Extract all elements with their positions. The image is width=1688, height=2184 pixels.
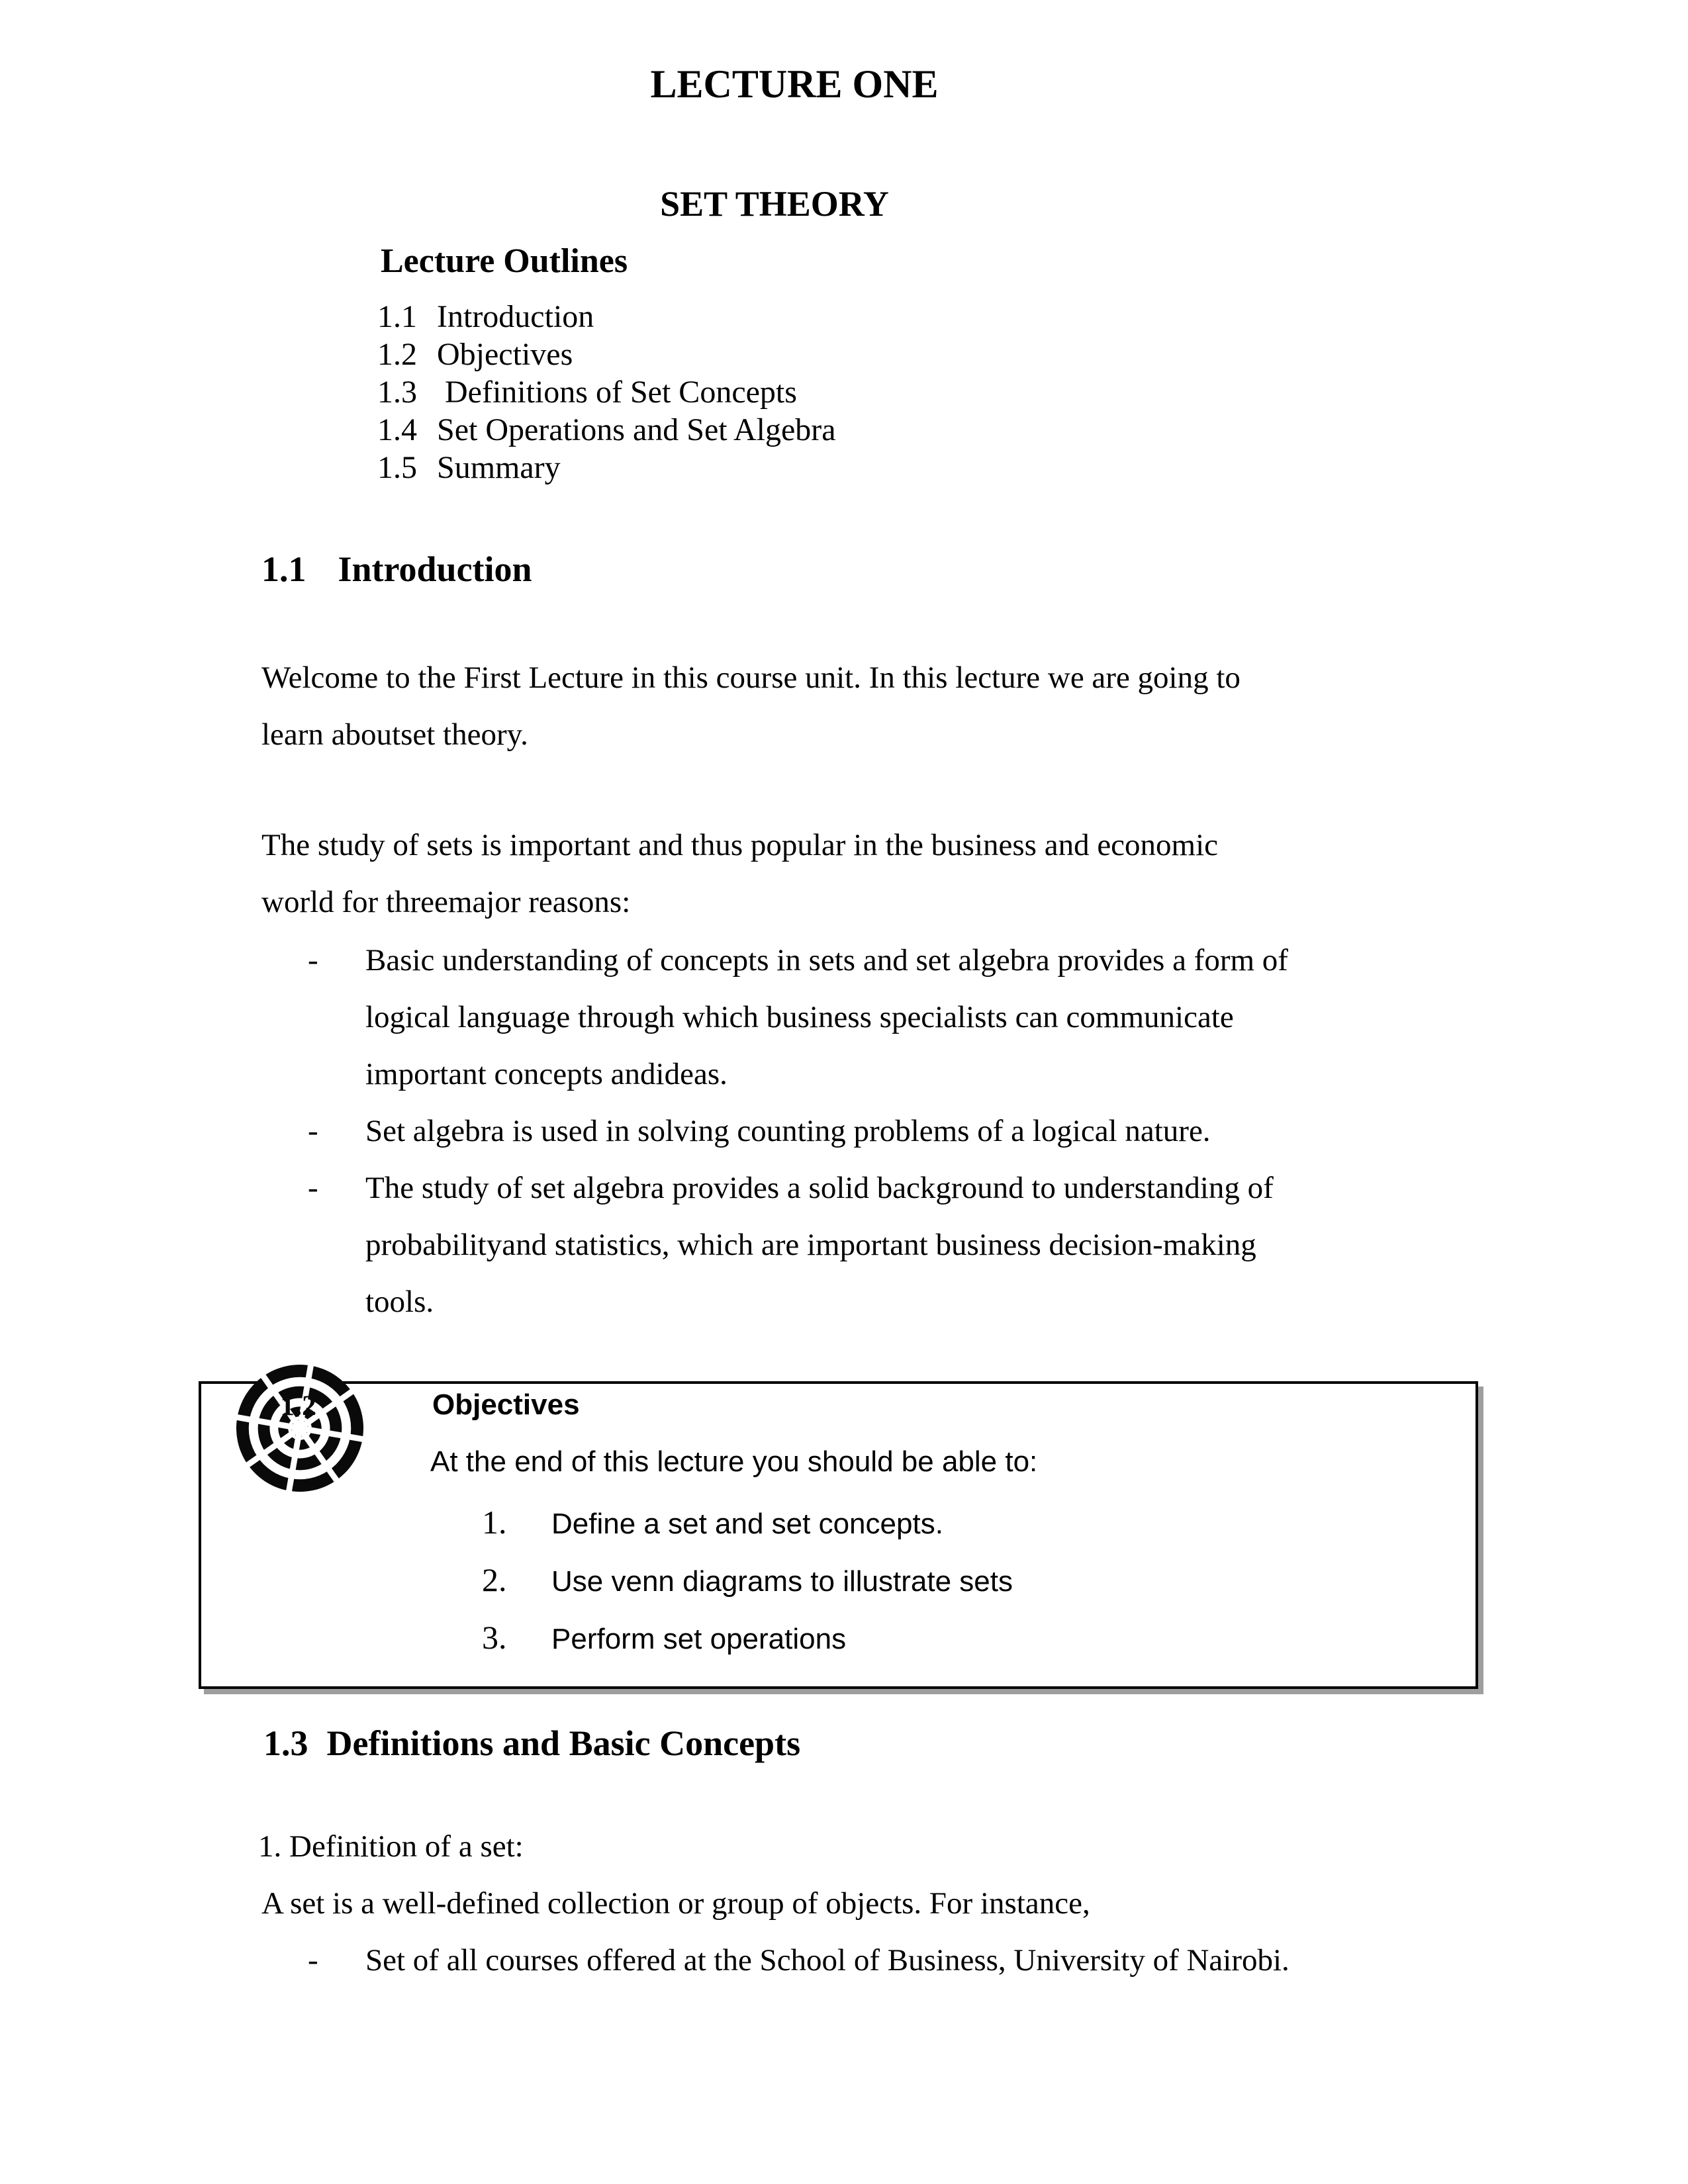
bullet-line: logical language through which business specialists can communicate — [365, 1000, 1234, 1034]
objective-text: Define a set and set concepts. — [551, 1508, 943, 1540]
outline-item — [377, 299, 594, 335]
outline-item — [377, 337, 573, 373]
bullet-marker: - — [308, 943, 318, 978]
bullet-line: Set of all courses offered at the School of Business, University of Nairobi. — [365, 1943, 1289, 1978]
objective-number: 2. — [482, 1561, 507, 1598]
section-title: Definitions and Basic Concepts — [326, 1723, 801, 1763]
objectives-intro: At the end of this lecture you should be able to: — [430, 1445, 1038, 1478]
bullet-line: Basic understanding of concepts in sets and set algebra provides a form of — [365, 943, 1288, 978]
outline-item — [377, 450, 561, 486]
objective-number: 1. — [482, 1504, 507, 1541]
objective-number: 3. — [482, 1619, 507, 1656]
outline-item-number: 1.3 — [377, 375, 417, 410]
outline-item-number: 1.5 — [377, 450, 417, 485]
section-title: Introduction — [338, 549, 532, 589]
section-number: 1.1 — [261, 549, 306, 589]
section-heading-definitions — [263, 1723, 800, 1763]
outline-item-number: 1.1 — [377, 299, 417, 334]
paragraph-line: The study of sets is important and thus popular in the business and economic — [261, 828, 1219, 862]
outline-item — [377, 375, 797, 410]
bullet-line: Set algebra is used in solving counting problems of a logical nature. — [365, 1114, 1211, 1148]
outline-item-label: Definitions of Set Concepts — [445, 375, 797, 410]
icon-overlay-text: 1.2 — [280, 1390, 316, 1422]
outline-item-label: Summary — [437, 450, 561, 485]
definition-heading: 1. Definition of a set: — [258, 1829, 524, 1864]
bullet-line: important concepts andideas. — [365, 1057, 727, 1091]
page-title: LECTURE ONE — [650, 62, 939, 106]
outline-item-label: Set Operations and Set Algebra — [437, 412, 836, 447]
paragraph-line: world for threemajor reasons: — [261, 885, 631, 919]
objective-item — [482, 1504, 943, 1541]
outline-item-label: Introduction — [437, 299, 594, 334]
objective-item — [482, 1561, 1013, 1598]
objective-item — [482, 1619, 846, 1656]
page-subtitle: SET THEORY — [660, 184, 889, 224]
objectives-heading: Objectives — [432, 1388, 580, 1421]
paragraph-line: learn aboutset theory. — [261, 717, 528, 752]
outline-item — [377, 412, 836, 448]
outline-item-number: 1.2 — [377, 337, 417, 372]
outline-heading: Lecture Outlines — [381, 242, 628, 280]
bullet-marker: - — [308, 1114, 318, 1148]
paragraph-line: Welcome to the First Lecture in this course unit. In this lecture we are going to — [261, 660, 1241, 695]
outline-item-number: 1.4 — [377, 412, 417, 447]
bullet-line: The study of set algebra provides a solid background to understanding of — [365, 1171, 1274, 1205]
target-icon — [234, 1358, 365, 1498]
objective-text: Use venn diagrams to illustrate sets — [551, 1565, 1013, 1598]
bullet-marker: - — [308, 1943, 318, 1978]
section-number: 1.3 — [263, 1723, 308, 1763]
objective-text: Perform set operations — [551, 1623, 847, 1655]
bullet-marker: - — [308, 1171, 318, 1205]
outline-item-label: Objectives — [437, 337, 573, 372]
bullet-line: probabilityand statistics, which are important business decision-making — [365, 1228, 1256, 1262]
bullet-line: tools. — [365, 1285, 434, 1319]
definition-body: A set is a well-defined collection or group of objects. For instance, — [261, 1886, 1090, 1921]
section-heading-introduction — [261, 549, 532, 589]
